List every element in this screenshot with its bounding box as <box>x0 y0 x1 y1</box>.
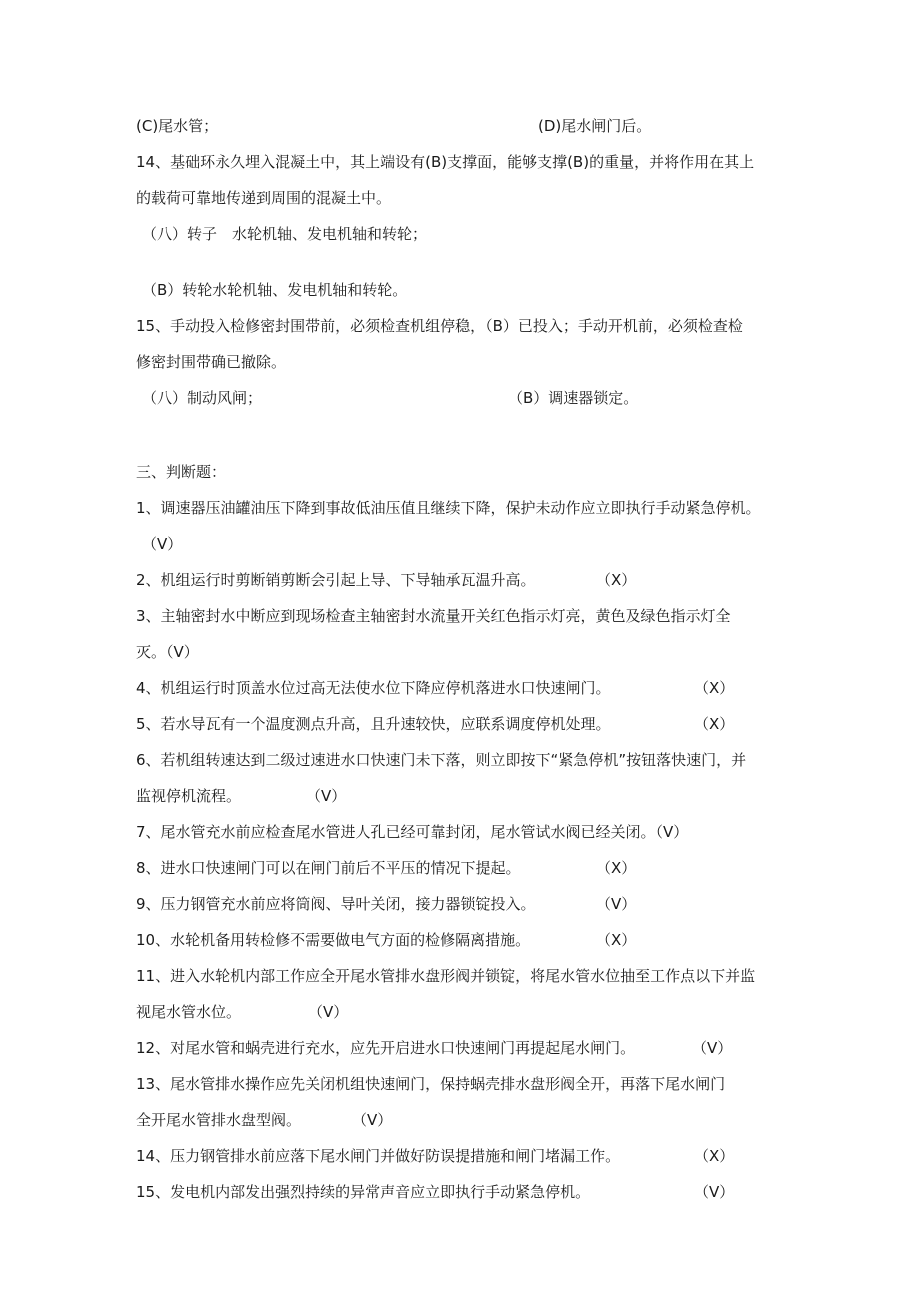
option-b: （B）调速器锁定。 <box>508 389 639 407</box>
tf-answer-13: （V） <box>352 1111 393 1129</box>
tf-question-2: 2、机组运行时剪断销剪断会引起上导、下导轴承瓦温升高。 <box>136 571 536 589</box>
tf-question-6-cont: 监视停机流程。 <box>136 787 242 805</box>
tf-answer-4: （X） <box>694 679 735 697</box>
tf-question-12: 12、对尾水管和蜗壳进行充水，应先开启进水口快速闸门再提起尾水闸门。 <box>136 1039 636 1057</box>
tf-question-4: 4、机组运行时顶盖水位过高无法使水位下降应停机落进水口快速闸门。 <box>136 679 611 697</box>
tf-question-13-cont: 全开尾水管排水盘型阀。 <box>136 1111 302 1129</box>
tf-question-1: 1、调速器压油罐油压下降到事故低油压值且继续下降，保护未动作应立即执行手动紧急停机。 <box>136 499 761 517</box>
option-b: （B）转轮水轮机轴、发电机轴和转轮。 <box>142 281 408 299</box>
tf-question-3: 3、主轴密封水中断应到现场检查主轴密封水流量开关红色指示灯亮，黄色及绿色指示灯全 <box>136 607 731 625</box>
tf-question-11: 11、进入水轮机内部工作应全开尾水管排水盘形阀并锁锭，将尾水管水位抽至工作点以下并监 <box>136 967 756 985</box>
tf-answer-1: （V） <box>142 535 183 553</box>
tf-answer-11: （V） <box>308 1003 349 1021</box>
tf-answer-14: （X） <box>694 1147 735 1165</box>
option-c: (C)尾水管； <box>136 117 219 135</box>
question-15-text-cont: 修密封围带确已撤除。 <box>136 353 287 371</box>
tf-question-3-cont: 灭。（V） <box>136 643 199 661</box>
option-d: (D)尾水闸门后。 <box>538 117 652 135</box>
tf-answer-2: （X） <box>596 571 637 589</box>
tf-answer-9: （V） <box>596 895 637 913</box>
tf-question-5: 5、若水导瓦有一个温度测点升高，且升速较快，应联系调度停机处理。 <box>136 715 611 733</box>
tf-question-9: 9、压力钢管充水前应将筒阀、导叶关闭，接力器锁锭投入。 <box>136 895 536 913</box>
section-heading: 三、判断题： <box>136 463 227 481</box>
tf-answer-6: （V） <box>306 787 347 805</box>
tf-question-7: 7、尾水管充水前应检查尾水管进人孔已经可靠封闭，尾水管试水阀已经关闭。（V） <box>136 823 689 841</box>
question-15-text: 15、手动投入检修密封围带前，必须检查机组停稳，（B）已投入；手动开机前，必须检查检 <box>136 317 743 335</box>
tf-answer-10: （X） <box>596 931 637 949</box>
tf-question-13: 13、尾水管排水操作应先关闭机组快速闸门，保持蜗壳排水盘形阀全开，再落下尾水闸门 <box>136 1075 726 1093</box>
tf-answer-8: （X） <box>596 859 637 877</box>
tf-question-10: 10、水轮机备用转检修不需要做电气方面的检修隔离措施。 <box>136 931 531 949</box>
tf-question-6: 6、若机组转速达到二级过速进水口快速门未下落，则立即按下“紧急停机”按钮落快速门，并 <box>136 751 747 769</box>
option-a: （八）转子 水轮机轴、发电机轴和转轮； <box>142 225 428 243</box>
tf-answer-15: （V） <box>694 1183 735 1201</box>
tf-question-15: 15、发电机内部发出强烈持续的异常声音应立即执行手动紧急停机。 <box>136 1183 591 1201</box>
tf-answer-5: （X） <box>694 715 735 733</box>
question-14-text: 14、基础环永久埋入混凝土中，其上端设有(B)支撑面，能够支撑(B)的重量，并将作用在其上 <box>136 153 755 171</box>
question-14-text-cont: 的载荷可靠地传递到周围的混凝土中。 <box>136 189 392 207</box>
tf-question-11-cont: 视尾水管水位。 <box>136 1003 242 1021</box>
option-a: （八）制动风闸； <box>142 389 263 407</box>
tf-answer-12: （V） <box>692 1039 733 1057</box>
tf-question-14: 14、压力钢管排水前应落下尾水闸门并做好防误提措施和闸门堵漏工作。 <box>136 1147 621 1165</box>
tf-question-8: 8、进水口快速闸门可以在闸门前后不平压的情况下提起。 <box>136 859 521 877</box>
